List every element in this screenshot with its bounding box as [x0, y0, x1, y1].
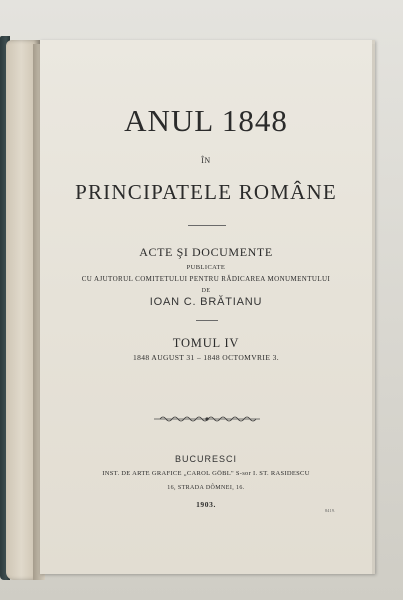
printer-address: 16, STRADA DÔMNEI, 16. — [167, 485, 245, 491]
description-line: ACTE ŞI DOCUMENTE — [139, 245, 273, 259]
date-range: 1848 AUGUST 31 – 1848 OCTOMVRIE 3. — [132, 353, 280, 362]
published-label: PUBLICATE — [186, 264, 226, 271]
title-connector: ÎN — [201, 156, 211, 165]
author-name: IOAN C. BRĂTIANU — [149, 296, 263, 308]
print-code: 8419. — [325, 508, 336, 513]
printer-line: INST. DE ARTE GRAFICE „CAROL GÖBL" S-sor I. ST. RASIDESCU — [102, 470, 310, 477]
book-subtitle: PRINCIPATELE ROMÂNE — [75, 180, 337, 204]
ornament-icon — [152, 414, 262, 424]
book-title: ANUL 1848 — [124, 103, 288, 138]
publication-city: BUCURESCI — [174, 454, 237, 464]
publication-year: 1903. — [196, 500, 216, 509]
divider-rule — [188, 225, 226, 226]
divider-rule-short — [196, 320, 218, 321]
by-label: DE — [201, 288, 211, 294]
volume-label: TOMUL IV — [172, 336, 240, 350]
page-edges — [372, 44, 375, 574]
sponsor-line: CU AJUTORUL COMITETULUI PENTRU RĂDICAREA MONUMENTULUI — [81, 275, 331, 283]
